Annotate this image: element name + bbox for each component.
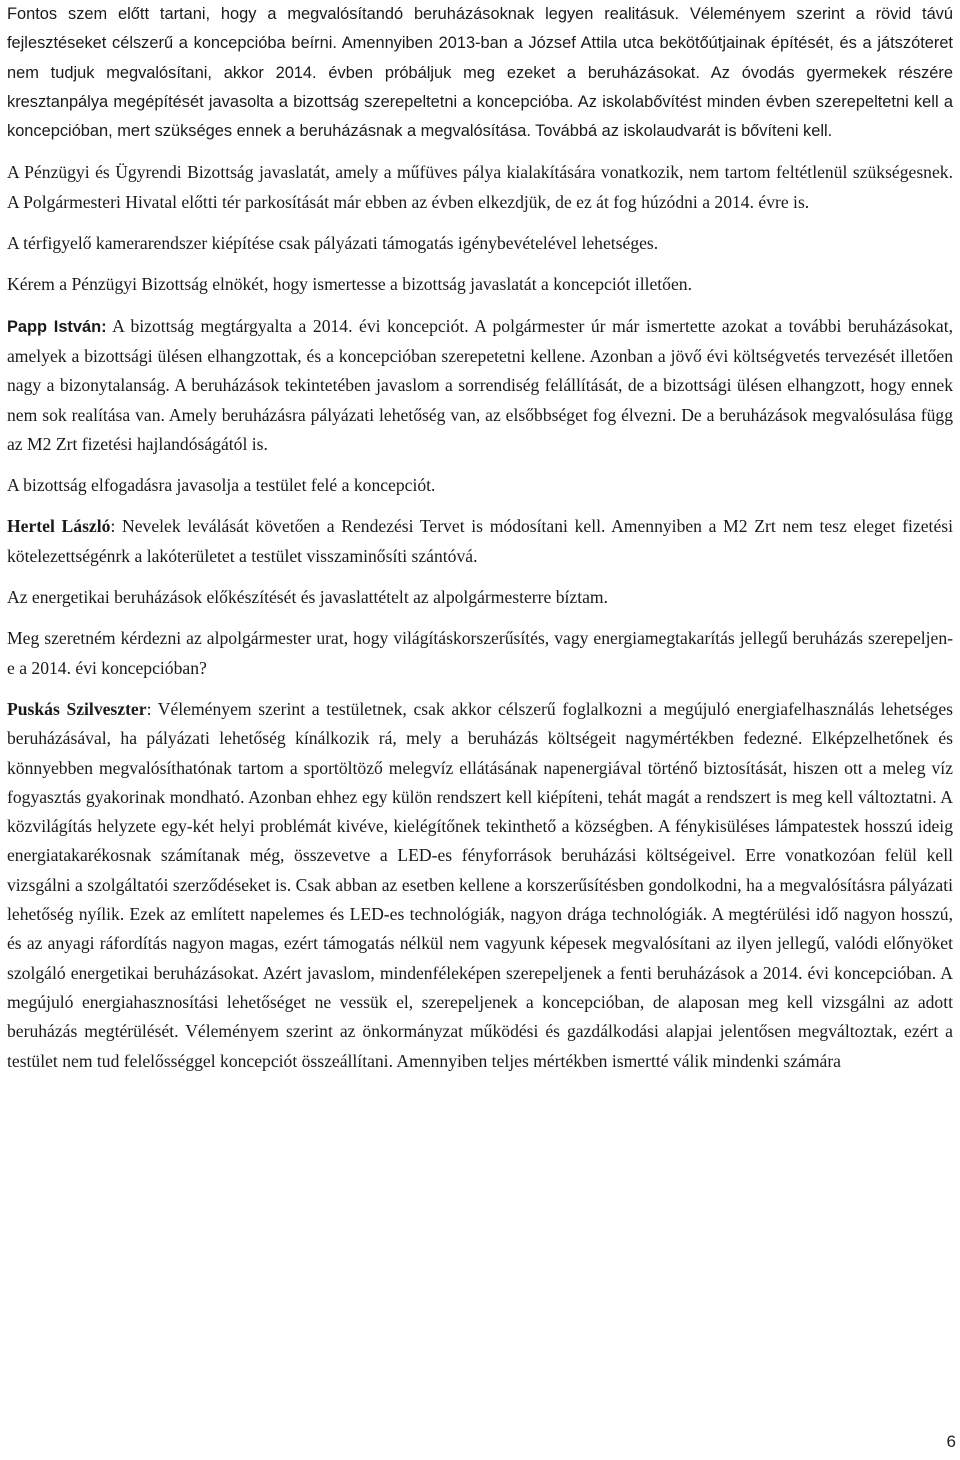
paragraph-school-plans: Fontos szem előtt tartani, hogy a megvalósítandó beruházásoknak legyen realitásuk. Véleményem szerint a rövid távú fejlesztéseket célszerű a koncepcióba beírni. Amennyiben 2013-ban a József Attila utca bekötőútjainak építését, és a játszóteret nem tudjuk megvalósítani, akkor 2014. évben próbáljuk meg ezeket a beruházásokat. Az óvodás gyermekek részére kresztanpálya megépítését javasolta a bizottság szerepeltetni a koncepcióba. Az iskolabővítést minden évben szerepeltetni kell a koncepcióban, mert szükséges ennek a beruházásnak a megvalósítása. Továbbá az iskolaudvarát is bővíteni kell. — [7, 5, 953, 141]
document-page — [7, 0, 953, 1076]
paragraph-hertel-laszlo — [7, 512, 953, 571]
paragraph-committee-recommendation: A bizottság elfogadásra javasolja a testület felé a koncepciót. — [7, 475, 436, 496]
speaker-statement: : Nevelek leválását követően a Rendezési Tervet is módosítani kell. Amennyiben a M2 Zrt nem tesz eleget fizetési kötelezettségénrk a lakóterületet a testület visszaminősíti szántóvá. — [7, 516, 953, 566]
page-number: 6 — [946, 1432, 956, 1451]
paragraph-camera-system: A térfigyelő kamerarendszer kiépítése csak pályázati támogatás igénybevételével lehetséges. — [7, 233, 659, 254]
speaker-name: Puskás Szilveszter — [7, 698, 147, 719]
speaker-statement: A bizottság megtárgyalta a 2014. évi koncepciót. A polgármester úr már ismertette azokat a további beruházásokat, amelyek a bizottsági ülésen elhangzottak, és a koncepcióban szerepetetni kellene. Azonban a jövő évi költségvetés tervezését illetően nagy a bizonytalanság. A beruházások tekintetében javaslom a sorrendiség felállítását, de a bizottsági ülésen elhangzott, hogy ennek nem sok realítása van. Amely beruházásra pályázati lehetőség van, az elsőbbséget fog élvezni. De a beruházások megvalósulása függ az M2 Zrt fizetési hajlandóságától is. — [7, 315, 953, 454]
speaker-name: Papp István: — [7, 317, 107, 336]
paragraph-committee-proposal: A Pénzügyi és Ügyrendi Bizottság javaslatát, amely a műfüves pálya kialakítására vonatkozik, nem tartom feltétlenül szükségesnek. A Polgármesteri Hivatal előtti tér parkosítását már ebben az évben elkezdjük, de ez át fog húzódni a 2014. évre is. — [7, 162, 953, 212]
paragraph-request-chair: Kérem a Pénzügyi Bizottság elnökét, hogy ismertesse a bizottság javaslatát a koncepciót illetően. — [7, 274, 692, 295]
paragraph-papp-istvan — [7, 312, 953, 459]
speaker-name: Hertel László — [7, 516, 111, 537]
paragraph-question-deputy-mayor: Meg szeretném kérdezni az alpolgármester urat, hogy világításkorszerűsítés, vagy energiamegtakarítás jellegű beruházás szerepeljen-e a 2014. évi koncepcióban? — [7, 628, 953, 678]
paragraph-energy-investments: Az energetikai beruházások előkészítését és javaslattételt az alpolgármesterre bíztam. — [7, 587, 609, 608]
paragraph-puskas-szilveszter — [7, 695, 953, 1076]
speaker-statement: : Véleményem szerint a testületnek, csak akkor célszerű foglalkozni a megújuló energiafelhasználás lehetséges beruházásával, ha pályázati lehetőség kínálkozik rá, mely a beruházás költségeit nagymértékben fedezné. Elképzelhetőnek és könnyebben megvalósíthatónak tartom a sportöltöző melegvíz ellátásának napenergiával történő biztosítását, hiszen ott a meleg víz fogyasztás gyakorinak mondható. Azonban ehhez egy külön rendszert kell kiépíteni, tehát magát a rendszert is meg kell változtatni. A közvilágítás helyzete egy-két helyi problémát kivéve, kielégítőnek tekinthető a községben. A fénykisüléses lámpatestek hosszú ideig energiatakarékosnak számítanak még, összevetve a LED-es fényforrások beruházási költségeivel. Erre vonatkozóan felül kell vizsgálni a szolgáltatói szerződéseket is. Csak abban az esetben kellene a korszerűsítésben gondolkodni, ha a megvalósításra pályázati lehetőség nyílik. Ezek az említett napelemes és LED-es technológiák, nagyon drága technológiák. A megtérülési idő nagyon hosszú, és az anyagi ráfordítás nagyon magas, ezért támogatás nélkül nem vagyunk képesek megvalósítani az ilyen jellegű, valódi előnyöket szolgáló energetikai beruházásokat. Azért javaslom, mindenféleképen szerepeljenek a fenti beruházások a 2014. évi koncepcióban. A megújuló energiahasznosítási lehetőséget ne vessük el, szerepeljenek a koncepcióban, de alaposan meg kell vizsgálni az adott beruházás megtérülését. Véleményem szerint az önkormányzat működési és gazdálkodási alapjai jelentősen megváltoztak, ezért a testület nem tud felelősséggel koncepciót összeállítani. Amennyiben teljes mértékben ismertté válik mindenki számára — [7, 698, 953, 1071]
